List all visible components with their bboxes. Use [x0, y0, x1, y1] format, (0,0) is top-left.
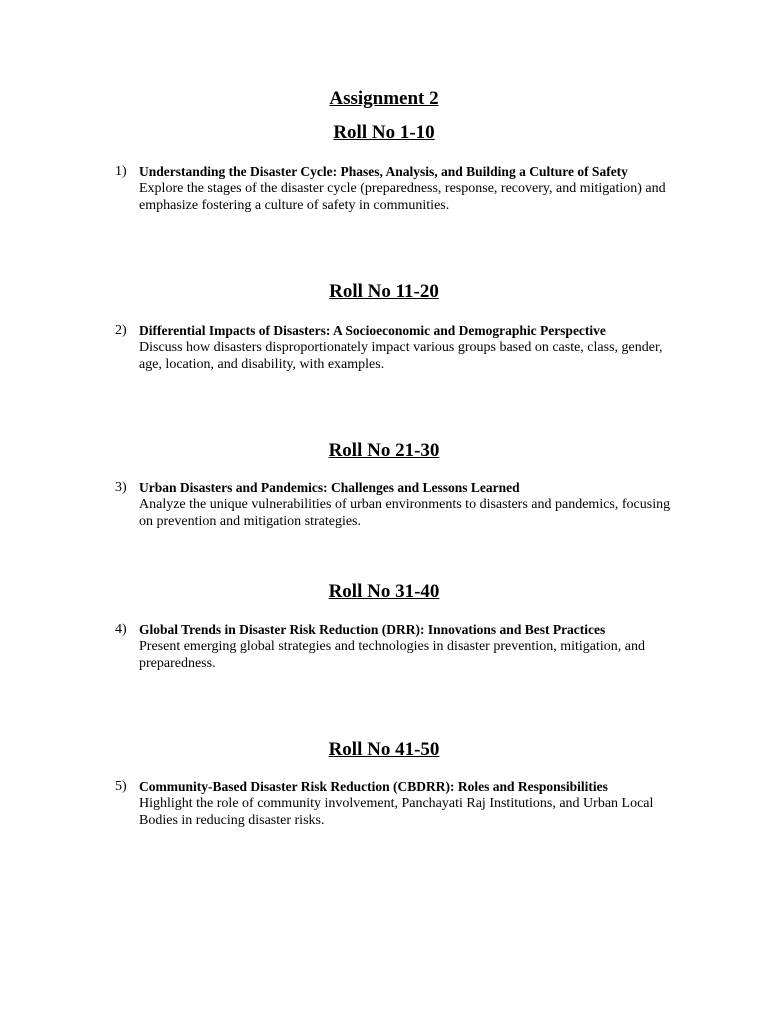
assignment-item-2	[115, 322, 685, 373]
item-description: Analyze the unique vulnerabilities of urban environments to disasters and pandemics, focusing on prevention and mitigation strategies.	[139, 497, 671, 529]
item-body	[139, 621, 685, 672]
item-body	[139, 479, 685, 530]
document-title: Assignment 2	[329, 88, 439, 109]
item-description: Highlight the role of community involvement, Panchayati Raj Institutions, and Urban Local Bodies in reducing disaster risks.	[139, 796, 654, 828]
item-topic: Understanding the Disaster Cycle: Phases, Analysis, and Building a Culture of Safety	[139, 164, 628, 179]
item-body	[139, 163, 685, 214]
item-number: 3)	[115, 480, 127, 495]
item-description: Explore the stages of the disaster cycle (preparedness, response, recovery, and mitigation) and emphasize fostering a culture of safety in communities.	[139, 181, 666, 213]
assignment-item-5	[115, 778, 685, 829]
assignment-item-3	[115, 479, 685, 530]
roll-heading-1: Roll No 1-10	[333, 122, 435, 143]
item-number: 4)	[115, 622, 127, 637]
item-topic: Differential Impacts of Disasters: A Socioeconomic and Demographic Perspective	[139, 323, 606, 338]
roll-heading-4: Roll No 31-40	[328, 581, 440, 602]
roll-heading-3: Roll No 21-30	[328, 440, 440, 461]
roll-heading-2: Roll No 11-20	[329, 281, 439, 302]
item-body	[139, 778, 685, 829]
item-body	[139, 322, 685, 373]
item-description: Discuss how disasters disproportionately impact various groups based on caste, class, gender, age, location, and disability, with examples.	[139, 340, 663, 372]
item-topic: Urban Disasters and Pandemics: Challenges and Lessons Learned	[139, 480, 520, 495]
item-topic: Community-Based Disaster Risk Reduction (CBDRR): Roles and Responsibilities	[139, 779, 608, 794]
assignment-item-4	[115, 621, 685, 672]
item-topic: Global Trends in Disaster Risk Reduction (DRR): Innovations and Best Practices	[139, 622, 606, 637]
item-number: 5)	[115, 779, 127, 794]
item-description: Present emerging global strategies and technologies in disaster prevention, mitigation, and preparedness.	[139, 639, 645, 671]
item-number: 1)	[115, 164, 127, 179]
assignment-item-1	[115, 163, 685, 214]
item-number: 2)	[115, 323, 127, 338]
roll-heading-5: Roll No 41-50	[328, 739, 440, 760]
